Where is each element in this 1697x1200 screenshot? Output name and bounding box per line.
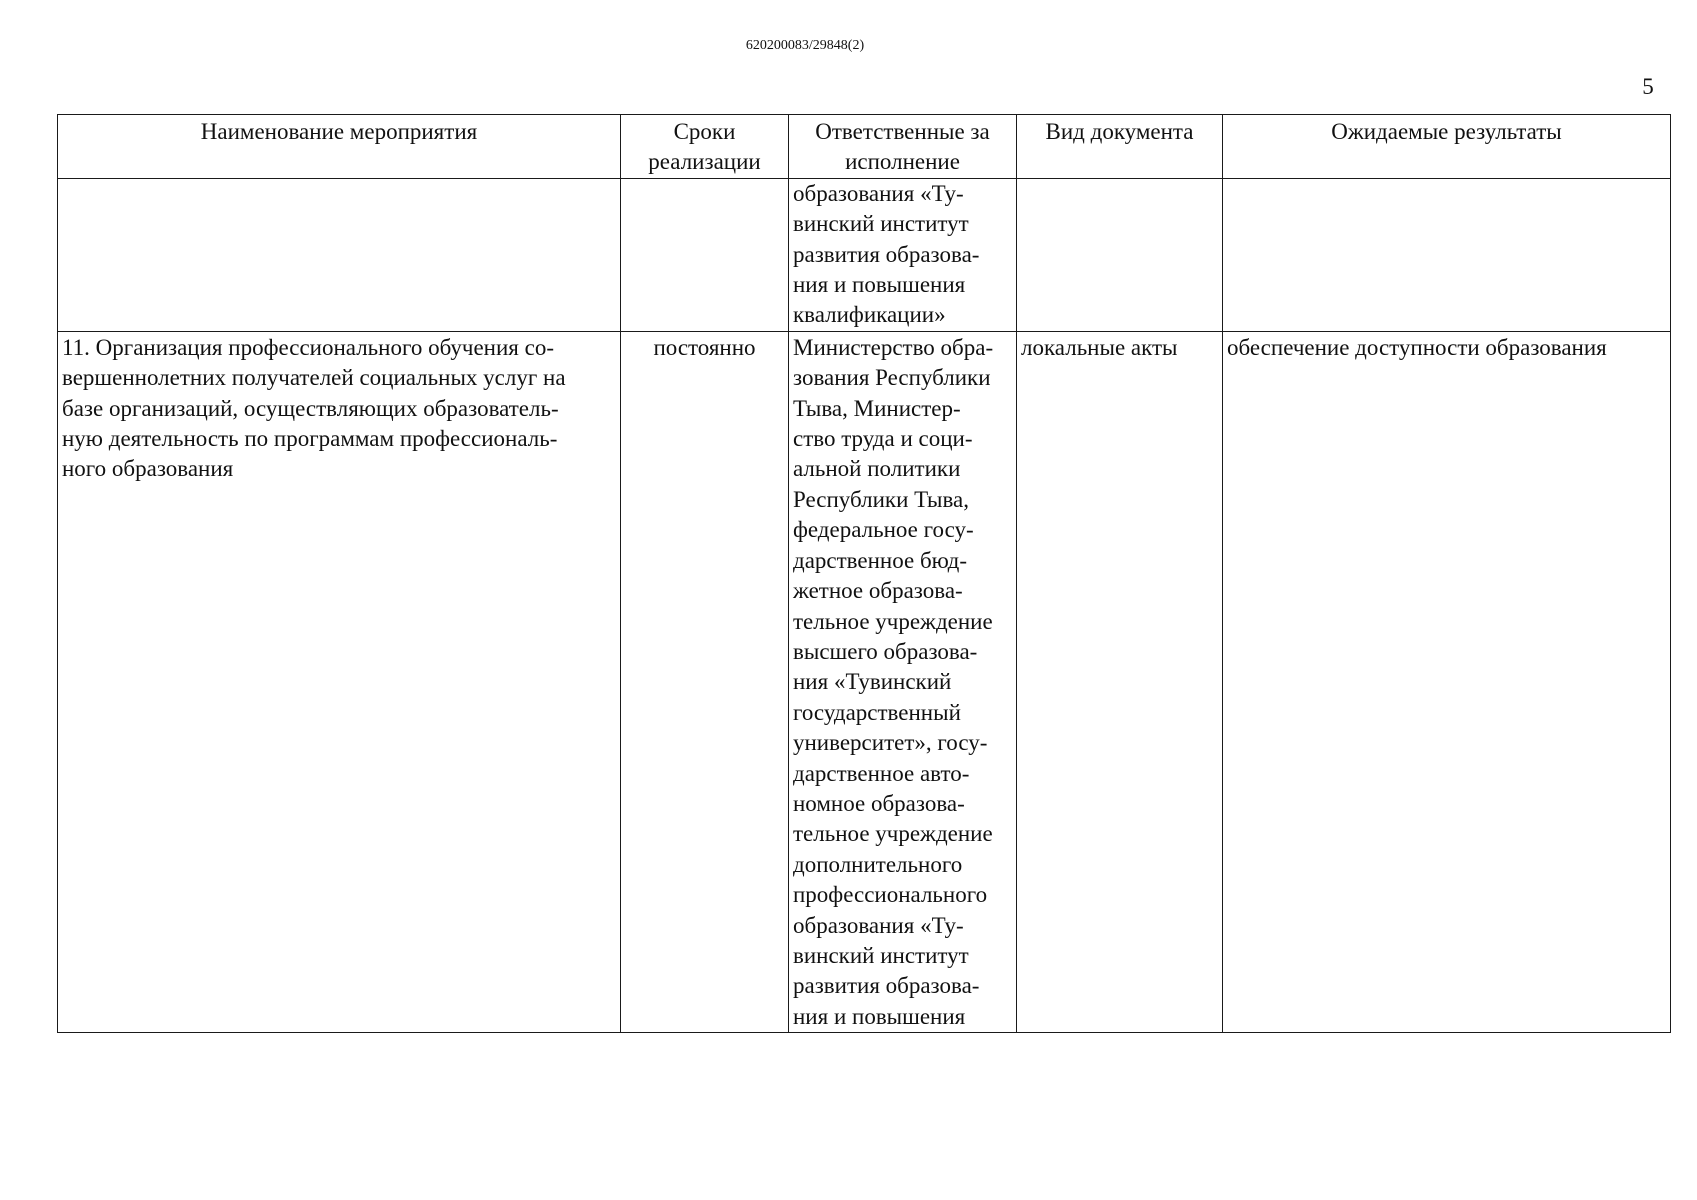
expected-result-cell — [1223, 178, 1671, 331]
responsible-line: ния «Тувинский — [793, 669, 952, 695]
responsible-line: дополнительного — [793, 851, 963, 877]
responsible-line: государственный — [793, 699, 961, 725]
measure-name-cell — [58, 331, 621, 1032]
responsible-cell — [789, 178, 1017, 331]
document-registration-number: 620200083/29848(2) — [745, 38, 865, 53]
responsible-line: тельное учреждение — [793, 608, 993, 634]
table-row — [58, 178, 1671, 331]
responsible-line: профессионального — [793, 882, 988, 908]
responsible-line: развития образова- — [793, 973, 980, 999]
responsible-line: квалификации» — [793, 302, 946, 328]
responsible-line: дарственное бюд- — [793, 547, 968, 573]
document-type-cell: локальные акты — [1017, 331, 1223, 1032]
responsible-line: Тыва, Министер- — [793, 395, 961, 421]
deadline-cell — [621, 178, 789, 331]
column-header-deadlines: Сроки реализации — [621, 115, 789, 179]
measure-name-line: базе организаций, осуществляющих образователь- — [62, 395, 559, 421]
measure-name-line: ную деятельность по программам профессиональ- — [62, 426, 558, 452]
responsible-line: высшего образова- — [793, 638, 978, 664]
measure-name-cell — [58, 178, 621, 331]
measure-name-line: 11. Организация профессионального обучения со- — [62, 334, 554, 360]
responsible-line: Республики Тыва, — [793, 486, 970, 512]
responsible-line: ство труда и соци- — [793, 426, 973, 452]
responsible-cell — [789, 331, 1017, 1032]
column-header-measure-name: Наименование мероприятия — [58, 115, 621, 179]
responsible-line: винский институт — [793, 211, 969, 237]
page-number: 5 — [1642, 74, 1654, 99]
responsible-line: жетное образова- — [793, 578, 963, 604]
responsible-line: дарственное авто- — [793, 760, 970, 786]
responsible-line: образования «Ту- — [793, 912, 964, 938]
responsible-line: федеральное госу- — [793, 517, 974, 543]
table-header-row — [58, 115, 1671, 179]
responsible-line: ния и повышения — [793, 1003, 966, 1029]
expected-result-cell: обеспечение доступности образования — [1223, 331, 1671, 1032]
measure-name-line: ного образования — [62, 456, 234, 482]
table-row — [58, 331, 1671, 1032]
responsible-line: образования «Ту- — [793, 180, 964, 206]
column-header-responsible: Ответственные за исполнение — [789, 115, 1017, 179]
responsible-line: Министерство обра- — [793, 334, 994, 360]
column-header-expected-results: Ожидаемые результаты — [1223, 115, 1671, 179]
responsible-line: тельное учреждение — [793, 821, 993, 847]
responsible-line: винский институт — [793, 942, 969, 968]
measure-name-line: вершеннолетних получателей социальных услуг на — [62, 365, 566, 391]
measures-table — [57, 114, 1671, 1033]
responsible-line: университет», госу- — [793, 730, 988, 756]
responsible-line: номное образова- — [793, 790, 965, 816]
responsible-line: альной политики — [793, 456, 961, 482]
column-header-document-type: Вид документа — [1017, 115, 1223, 179]
responsible-line: ния и повышения — [793, 272, 966, 298]
responsible-line: зования Республики — [793, 365, 991, 391]
deadline-cell: постоянно — [621, 331, 789, 1032]
responsible-line: развития образова- — [793, 241, 980, 267]
document-type-cell — [1017, 178, 1223, 331]
